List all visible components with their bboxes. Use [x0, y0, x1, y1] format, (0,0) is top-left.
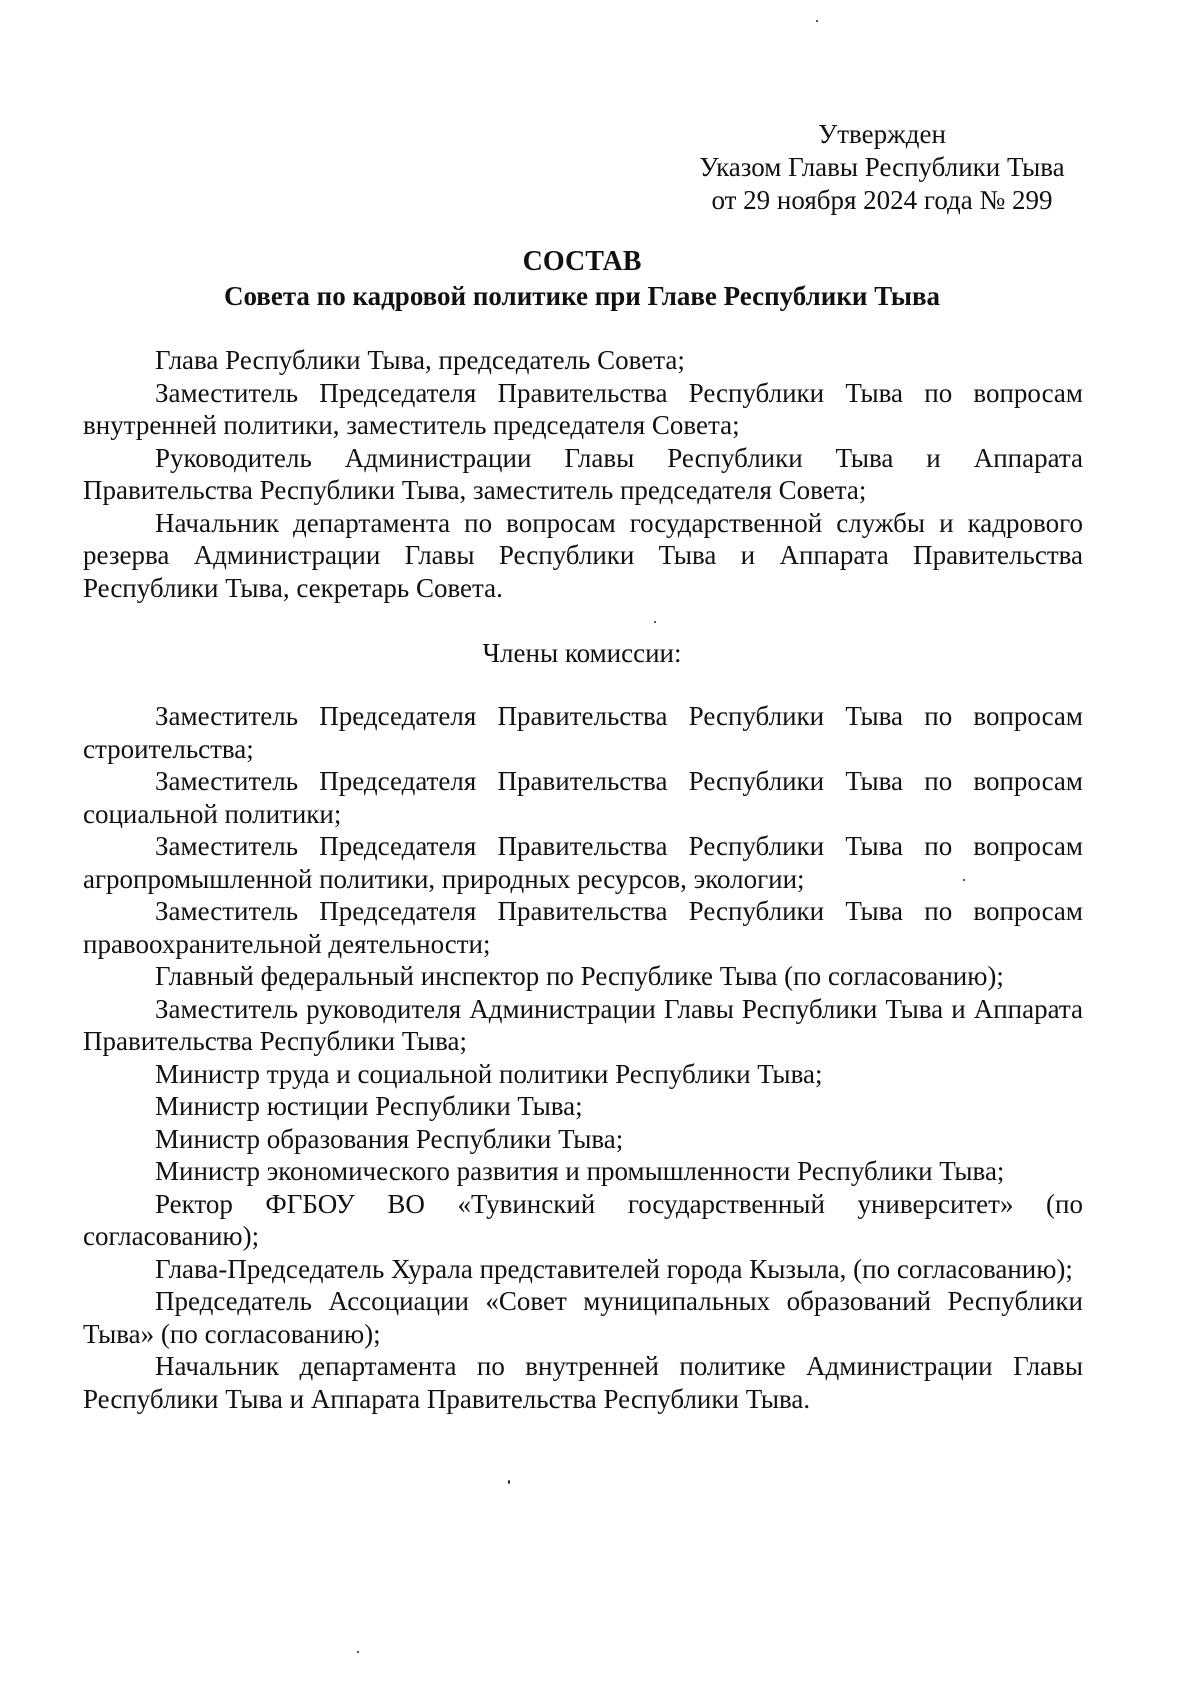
document-title: СОСТАВ	[522, 246, 642, 277]
member-item: Министр экономического развития и промышленности Республики Тыва;	[155, 1156, 1005, 1186]
members-heading: Члены комиссии:	[482, 638, 682, 668]
member-item: Глава-Председатель Хурала представителей города Кызыла, (по согласованию);	[155, 1253, 1073, 1284]
scan-speck	[963, 879, 965, 881]
member-item: Заместитель руководителя Администрации Главы Республики Тыва и Аппарата Правительства Республики Тыва;	[83, 993, 1083, 1056]
approval-line-date: от 29 ноября 2024 года № 299	[711, 185, 1053, 215]
scan-speck	[357, 1651, 359, 1653]
member-item: Заместитель Председателя Правительства Республики Тыва по вопросам строительства;	[83, 701, 1083, 764]
member-item: Заместитель Председателя Правительства Республики Тыва по вопросам правоохранительной деятельности;	[83, 896, 1083, 959]
scan-speck	[816, 20, 818, 22]
leadership-item: Руководитель Администрации Главы Республики Тыва и Аппарата Правительства Республики Тыва, заместитель председателя Совета;	[83, 442, 1083, 505]
member-item: Заместитель Председателя Правительства Республики Тыва по вопросам агропромышленной политики, природных ресурсов, экологии;	[83, 831, 1083, 894]
document-title-block	[82, 245, 1082, 313]
member-item: Начальник департамента по внутренней политике Администрации Главы Республики Тыва и Аппарата Правительства Республики Тыва.	[83, 1351, 1083, 1414]
member-item: Главный федеральный инспектор по Республике Тыва (по согласованию);	[155, 961, 1004, 991]
leadership-list	[83, 344, 1083, 604]
member-item: Председатель Ассоциации «Совет муниципальных образований Республики Тыва» (по согласованию);	[83, 1286, 1083, 1349]
approval-stamp-block	[672, 118, 1092, 217]
approval-line-decree: Указом Главы Республики Тыва	[699, 152, 1065, 182]
leadership-item: Глава Республики Тыва, председатель Совета;	[155, 345, 685, 375]
members-list	[83, 700, 1083, 1415]
member-item: Заместитель Председателя Правительства Республики Тыва по вопросам социальной политики;	[83, 766, 1083, 829]
document-subtitle: Совета по кадровой политике при Главе Республики Тыва	[223, 281, 941, 311]
scan-speck	[654, 621, 656, 623]
leadership-item: Заместитель Председателя Правительства Республики Тыва по вопросам внутренней политики, заместитель председателя Совета;	[83, 377, 1083, 440]
approval-line-approved: Утвержден	[818, 119, 946, 149]
member-item: Министр труда и социальной политики Республики Тыва;	[155, 1058, 823, 1089]
leadership-item: Начальник департамента по вопросам государственной службы и кадрового резерва Администрации Главы Республики Тыва и Аппарата Правительства Республики Тыва, секретарь Совета.	[83, 507, 1083, 603]
member-item: Министр юстиции Республики Тыва;	[155, 1091, 583, 1121]
member-item: Ректор ФГБОУ ВО «Тувинский государственный университет» (по согласованию);	[83, 1188, 1083, 1251]
scan-speck	[508, 1480, 510, 1484]
member-item: Министр образования Республики Тыва;	[155, 1123, 624, 1154]
